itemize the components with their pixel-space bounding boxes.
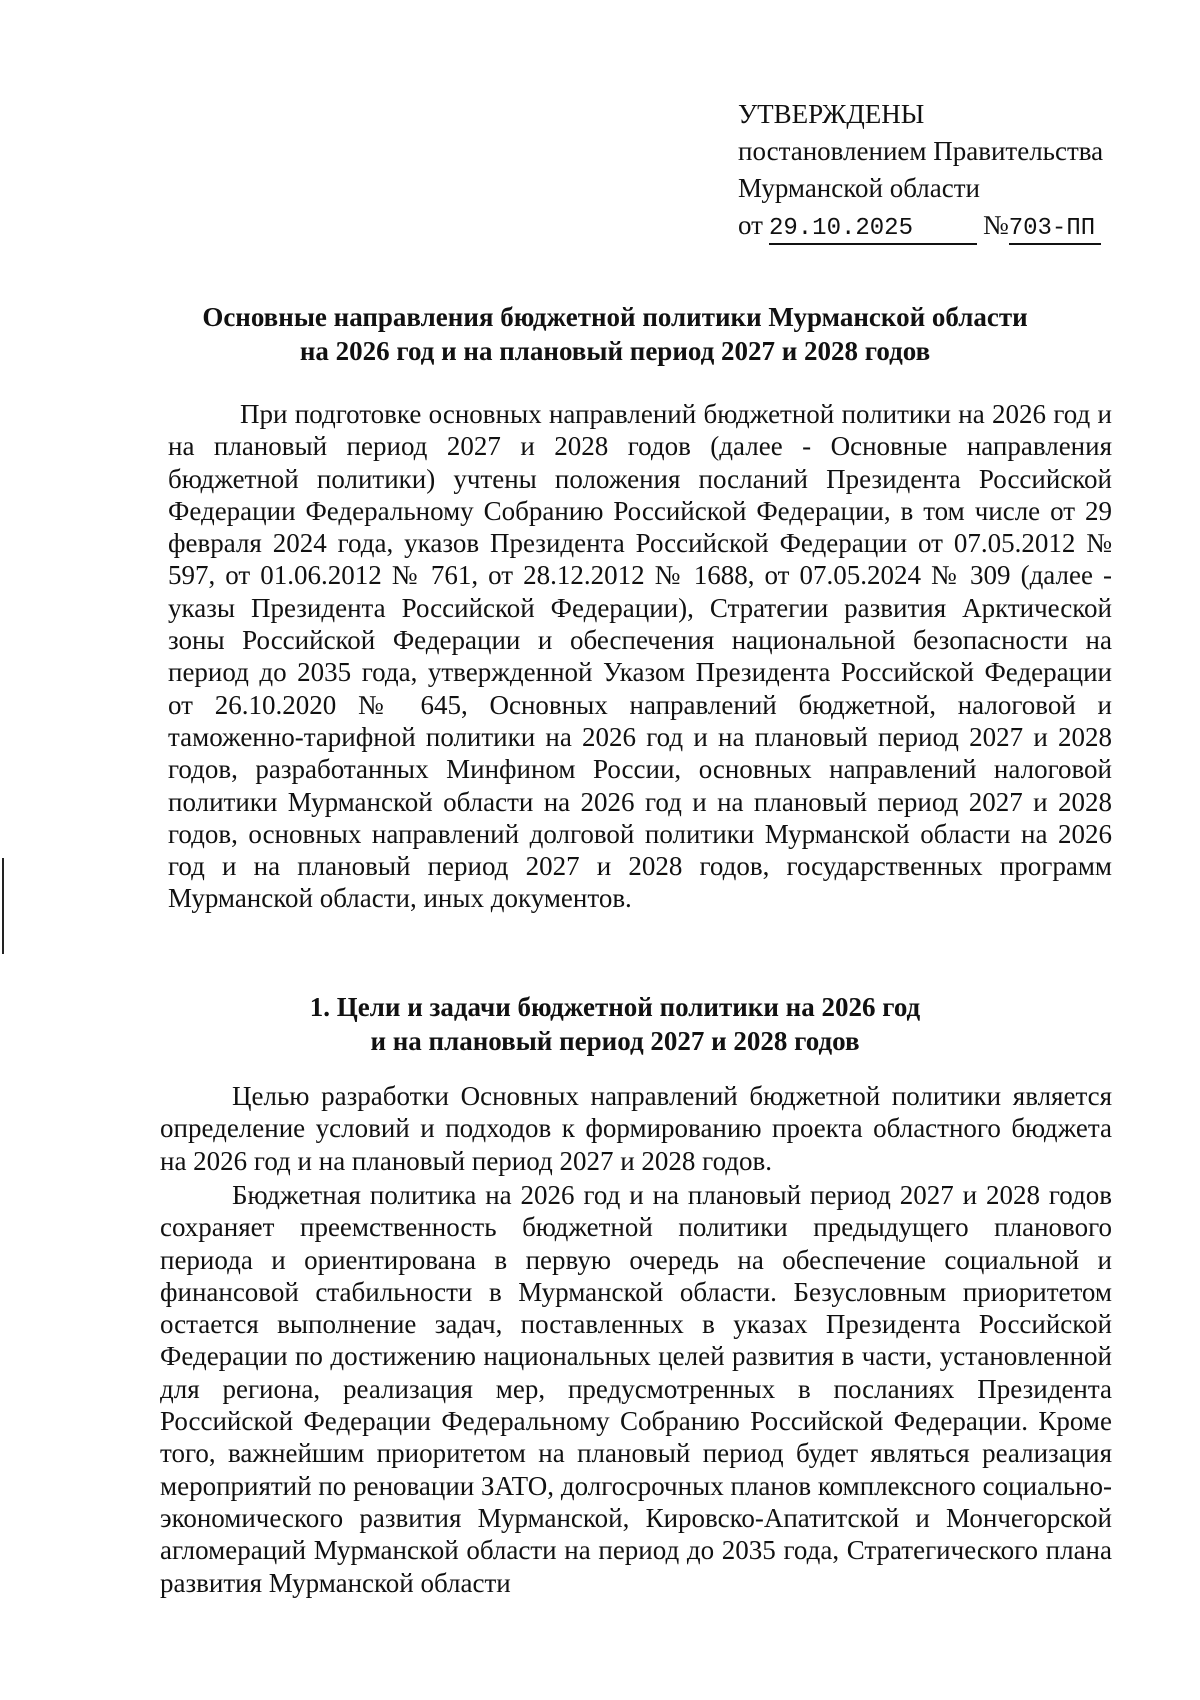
section-1-paragraph-2: Бюджетная политика на 2026 год и на плановый период 2027 и 2028 годов сохраняет преемственность бюджетной политики предыдущего планового периода и ориентирована в первую очередь на обеспечение социальной и финансовой стабильности в Мурманской области. Безусловным приоритетом остается выполнение задач, поставленных в указах Президента Российской Федерации по достижению национальных целей развития в части, установленной для региона, реализация мер, предусмотренных в посланиях Президента Российской Федерации Федеральному Собранию Российской Федерации. Кроме того, важнейшим приоритетом на плановый период будет являться реализация мероприятий по реновации ЗАТО, долгосрочных планов комплексного социально-экономического развития Мурманской, Кировско-Апатитской и Мончегорской агломераций Мурманской области на период до 2035 года, Стратегического плана развития Мурманской области <box>160 1180 1112 1598</box>
section-1-title-line2: и на плановый период 2027 и 2028 годов <box>370 1026 860 1056</box>
date-prefix: от <box>738 210 763 240</box>
approval-authority: постановлением Правительства <box>738 136 1104 166</box>
number-field <box>1009 211 1101 245</box>
document-title-line1: Основные направления бюджетной политики Мурманской области <box>202 302 1028 332</box>
approval-date: 29.10.2025 <box>768 215 913 242</box>
intro-paragraph: При подготовке основных направлений бюджетной политики на 2026 год и на плановый период 2027 и 2028 годов (далее - Основные направления бюджетной политики) учтены положения посланий Президента Российской Федерации Федеральному Собранию Российской Федерации, в том числе от 29 февраля 2024 года, указов Президента Российской Федерации от 07.05.2012 № 597, от 01.06.2012 № 761, от 28.12.2012 № 1688, от 07.05.2024 № 309 (далее - указы Президента Российской Федерации), Стратегии развития Арктической зоны Российской Федерации и обеспечения национальной безопасности на период до 2035 года, утвержденной Указом Президента Российской Федерации от 26.10.2020 № 645, Основных направлений бюджетной, налоговой и таможенно-тарифной политики на 2026 год и на плановый период 2027 и 2028 годов, разработанных Минфином России, основных направлений налоговой политики Мурманской области на 2026 год и на плановый период 2027 и 2028 годов, основных направлений долговой политики Мурманской области на 2026 год и на плановый период 2027 и 2028 годов, государственных программ Мурманской области, иных документов. <box>168 399 1112 914</box>
document-title-line2: на 2026 год и на плановый период 2027 и 2028 годов <box>299 336 931 366</box>
approval-block <box>738 96 1158 245</box>
section-1-title-line1: 1. Цели и задачи бюджетной политики на 2026 год <box>309 992 921 1022</box>
section-1-title <box>150 990 1080 1058</box>
approval-heading: УТВЕРЖДЕНЫ <box>738 99 925 129</box>
scan-margin-mark <box>2 858 4 954</box>
document-title <box>150 300 1080 368</box>
date-field <box>769 211 977 245</box>
section-1-paragraph-1: Целью разработки Основных направлений бюджетной политики является определение условий и подходов к формированию проекта областного бюджета на 2026 год и на плановый период 2027 и 2028 годов. <box>160 1081 1112 1176</box>
approval-region: Мурманской области <box>738 173 980 203</box>
approval-date-number <box>738 207 1158 245</box>
number-sign: № <box>982 210 1009 240</box>
approval-number: 703-ПП <box>1008 215 1096 242</box>
